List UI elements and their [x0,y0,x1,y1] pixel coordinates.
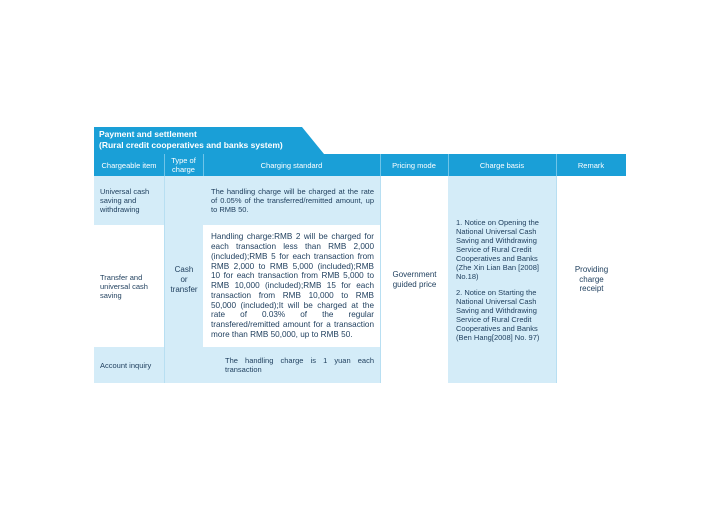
universal-standard-text: The handling charge will be charged at the rate of 0.05% of the transferred/remitted amount, up to RMB 50. [211,187,374,214]
inquiry-standard-text: The handling charge is 1 yuan each transaction [225,356,374,374]
cell-charge-basis [448,176,556,383]
header-charging-standard: Charging standard [203,154,380,176]
type-line1: Cash [174,264,194,274]
section-title-line2: (Rural credit cooperatives and banks system) [99,140,283,150]
header-divider [556,154,557,176]
header-charge-basis: Charge basis [448,154,556,176]
remark-line1: Providing [574,265,609,275]
header-pricing-mode: Pricing mode [380,154,448,176]
header-type-of-charge [164,154,203,176]
header-divider [380,154,381,176]
header-remark: Remark [556,154,626,176]
remark-line2: charge [579,274,604,284]
header-type-line1: Type of [171,156,196,165]
section-title-line1: Payment and settlement [99,129,197,139]
mode-line2: guided price [392,279,437,289]
header-divider [203,154,204,176]
row-universal-standard [203,176,380,225]
row-universal-item: Universal cash saving and withdrawing [94,176,164,225]
row-inquiry-standard [203,347,380,383]
transfer-standard-text: Handling charge:RMB 2 will be charged for each transaction less than RMB 2,000 (included);RMB 5 for each transaction from RMB 2,000 to RMB 5,000 (included);RMB 10 for each transaction from RMB 5,000 to RMB 10,000 (included);RMB 15 for each transaction from RMB 10,000 to RMB 50,000 (included);It will be charged at the rate of 0.03% of the regular transfered/remitted amount for a transaction more than RMB 50,000, up to RMB 50. [211,232,374,340]
row-inquiry-item: Account inquiry [94,347,164,383]
header-divider [164,154,165,176]
header-type-line2: charge [172,165,195,174]
charge-table [94,154,626,383]
type-line3: transfer [170,284,198,294]
row-transfer-standard [203,225,380,347]
type-line2: or [180,274,188,284]
row-transfer-item: Transfer and universal cash saving [94,225,164,347]
remark-line3: receipt [579,284,604,294]
mode-line1: Government [392,270,437,279]
section-title-tab-slope [302,127,324,154]
charge-basis-item-2: 2. Notice on Starting the National Universal Cash Saving and Withdrawing Service of Rural Credit Cooperatives and Banks (Ben Hang[2008] No. 97) [456,287,540,342]
cell-pricing-mode [380,176,448,383]
cell-type-of-charge [164,176,203,383]
charge-basis-list [456,218,549,342]
charge-basis-item-1: 1. Notice on Opening the National Universal Cash Saving and Withdrawing Service of Rural Credit Cooperatives and Banks (Zhe Xin Lian Ban [2008] No.18) [456,217,539,281]
cell-remark [556,176,626,383]
header-chargeable-item: Chargeable item [94,154,164,176]
header-divider [448,154,449,176]
section-title-tab [94,127,302,154]
